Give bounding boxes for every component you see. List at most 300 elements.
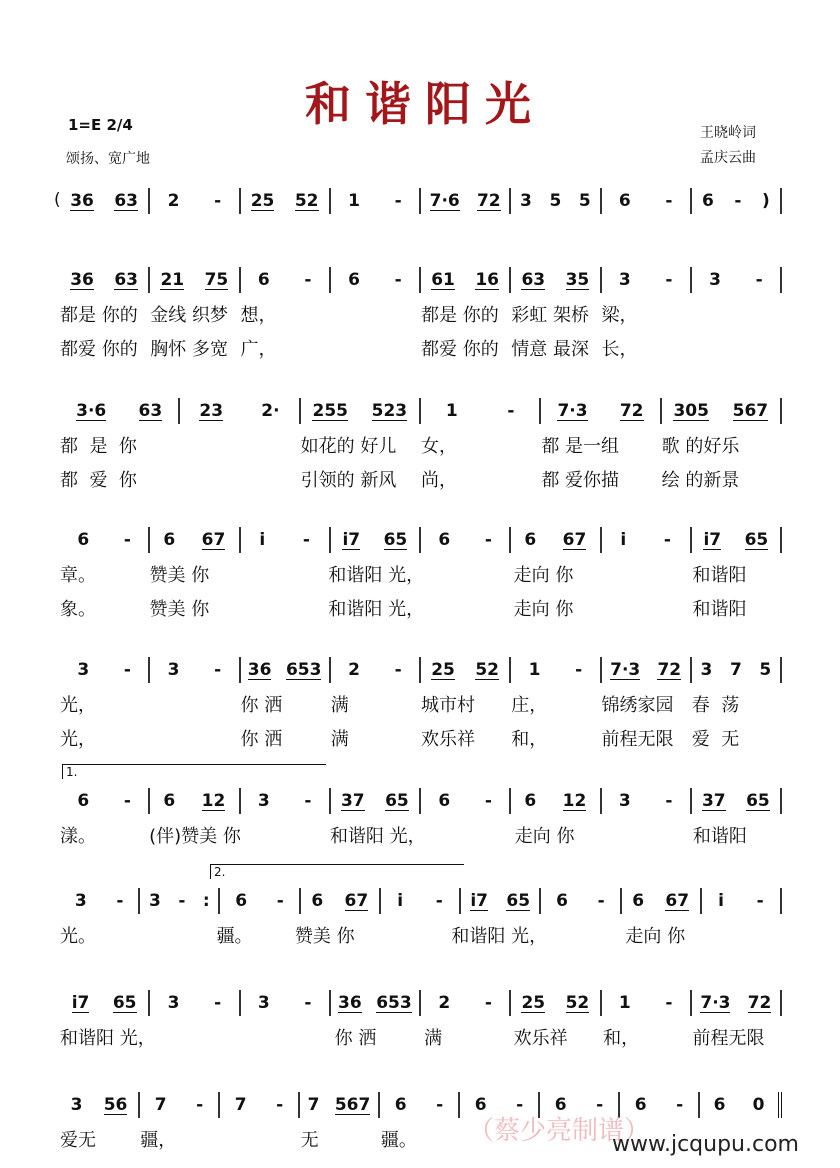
lyric-segment: 歌 的好乐: [661, 436, 740, 457]
measure: [702, 888, 782, 914]
lyric-segment: 你 洒: [334, 1028, 377, 1049]
note-group: -: [484, 530, 492, 550]
note-group: 67: [665, 890, 690, 911]
lyric-segment: [603, 561, 692, 589]
note-group: 63: [114, 190, 139, 211]
note-group: -: [394, 660, 402, 680]
score-row: [60, 765, 782, 850]
lyric-segment: [241, 822, 330, 850]
note-group: 305: [673, 400, 709, 421]
note-group: 6: [474, 1095, 487, 1115]
note-group: i7: [71, 992, 90, 1013]
lyric-segment: 光，: [60, 729, 96, 750]
lyric-segment: 女，: [420, 436, 457, 457]
note-group: 523: [371, 400, 408, 421]
note-group: -: [276, 1095, 284, 1115]
measure: [331, 788, 421, 814]
note-group: 6: [713, 1095, 726, 1115]
note-group: 65: [385, 790, 409, 811]
note-group: -: [394, 270, 402, 290]
score-row: [60, 988, 782, 1052]
notes-line: [60, 988, 782, 1018]
lyric-segment: 庄，: [511, 695, 548, 716]
lyrics-line: [60, 922, 782, 950]
note-group: 2: [348, 660, 360, 680]
note-group: -: [302, 530, 310, 550]
lyric-segment: 疆。: [216, 926, 253, 947]
lyric-segment: 爱无: [60, 1130, 96, 1151]
measure: [241, 657, 331, 683]
note-group: 7·3: [700, 992, 731, 1013]
score-row: [60, 525, 782, 623]
lyric-segment: [150, 725, 240, 753]
lyric-segment: 前程无限: [692, 1028, 765, 1049]
lyric-segment: 疆。: [380, 1130, 417, 1151]
note-group: 3: [77, 660, 90, 680]
lyric-segment: 无: [300, 1130, 319, 1151]
lyrics-line: [60, 561, 782, 589]
note-group: -: [304, 993, 312, 1013]
measure: [622, 888, 702, 914]
note-group: i: [620, 530, 627, 550]
lyric-segment: 你 洒: [240, 695, 283, 716]
note-group: -: [597, 891, 605, 911]
note-group: 6: [77, 791, 90, 811]
lyric-segment: 都是 你的: [60, 305, 138, 326]
note-group: 6: [438, 530, 451, 550]
note-group: 6: [438, 791, 451, 811]
note-group: 7: [154, 1095, 167, 1115]
measure: [381, 888, 461, 914]
lyrics-line: [60, 725, 782, 753]
lyric-segment: 都 是 你: [60, 436, 137, 457]
lyric-segment: [373, 922, 451, 950]
notes-line: [60, 1090, 782, 1120]
note-group: 37: [340, 790, 365, 811]
measure: [421, 188, 511, 214]
lyric-segment: 和谐阳 光，: [329, 826, 426, 847]
note-group: 25: [431, 659, 455, 680]
note-group: 61: [431, 269, 455, 290]
volta-bracket: 2.: [210, 864, 464, 879]
note-group: -: [123, 530, 131, 550]
notes-line: [60, 786, 782, 816]
note-group: -: [665, 191, 673, 211]
lyric-segment: 长，: [601, 339, 638, 360]
note-group: 6: [394, 1095, 407, 1115]
lyric-segment: 春 荡: [691, 695, 740, 716]
note-group: -: [596, 1095, 604, 1115]
measure: [511, 788, 601, 814]
note-group: -: [665, 270, 673, 290]
measure: [511, 188, 601, 214]
note-group: 3: [257, 791, 270, 811]
note-group: 1: [528, 660, 541, 680]
score-row: [60, 865, 782, 950]
note-group: 3: [700, 660, 713, 680]
note-group: -: [755, 270, 763, 290]
note-group: -: [123, 660, 131, 680]
measure: [331, 267, 421, 293]
lyric-segment: 光。: [60, 926, 96, 947]
measure: [60, 267, 150, 293]
note-group: 3: [618, 791, 631, 811]
note-group: 3: [167, 993, 180, 1013]
measure: [692, 527, 782, 553]
note-group: -: [196, 1095, 204, 1115]
score-row: [60, 396, 782, 494]
note-group: 5: [578, 191, 591, 211]
lyric-segment: 胸怀 多宽: [150, 339, 228, 360]
composer-credit: 孟庆云曲: [700, 150, 756, 166]
measure: [60, 788, 150, 814]
lyric-segment: 彩虹 架桥: [511, 305, 589, 326]
note-group: 6: [348, 270, 360, 290]
note-group: 63: [521, 269, 546, 290]
note-group: 67: [562, 529, 587, 550]
lyrics-line: [60, 466, 782, 494]
lyrics-line: [60, 1024, 782, 1052]
lyric-segment: (伴)赞美 你: [149, 826, 241, 847]
lyric-segment: [692, 335, 782, 363]
notes-line: [60, 265, 782, 295]
note-group: 5: [549, 191, 562, 211]
note-group: -: [214, 660, 222, 680]
note-group: -: [756, 891, 764, 911]
measure: [150, 527, 240, 553]
note-group: -: [665, 791, 673, 811]
note-group: 2: [438, 993, 451, 1013]
note-group: 3: [709, 270, 721, 290]
measure: [602, 788, 692, 814]
measure: [60, 527, 150, 553]
measure: [692, 267, 782, 293]
note-group: 7·6: [429, 190, 460, 211]
note-group: 36: [247, 659, 272, 680]
measure: [60, 398, 180, 424]
lyric-segment: [150, 691, 240, 719]
measure: [140, 1092, 220, 1118]
note-group: 6: [632, 891, 645, 911]
measure: [541, 888, 621, 914]
note-group: 653: [285, 659, 322, 680]
lyric-segment: 和，: [603, 1028, 640, 1049]
note-group: 7·3: [557, 400, 588, 421]
note-group: -: [178, 891, 186, 911]
site-url: www.jcqupu.com: [612, 1132, 799, 1157]
lyric-segment: 和谐阳 光，: [328, 599, 425, 620]
lyric-segment: 想，: [240, 305, 277, 326]
lyric-segment: 都爱 你的: [60, 339, 138, 360]
lyric-segment: 和，: [511, 729, 548, 750]
volta-bracket: 1.: [62, 764, 326, 779]
note-group: 6: [77, 530, 90, 550]
note-group: -: [436, 1095, 444, 1115]
measure: [60, 888, 140, 914]
note-group: 7: [729, 660, 742, 680]
lyric-segment: 和谐阳 光，: [451, 926, 548, 947]
note-group: 567: [732, 400, 769, 421]
lyric-segment: [220, 1126, 300, 1154]
measure: [241, 267, 331, 293]
measure: [692, 657, 782, 683]
note-group: -: [484, 791, 492, 811]
lyrics-line: [60, 822, 782, 850]
lyric-segment: 漾。: [60, 826, 96, 847]
lyric-segment: 走向 你: [513, 565, 574, 586]
lyric-segment: 章。: [60, 565, 96, 586]
note-group: 3·6: [76, 400, 107, 421]
note-group: i7: [703, 529, 722, 550]
note-group: 25: [521, 992, 546, 1013]
note-group: 72: [747, 992, 772, 1013]
note-group: ): [761, 191, 770, 211]
lyric-segment: [239, 595, 328, 623]
note-group: 7·3: [610, 659, 641, 680]
note-group: 6: [618, 191, 631, 211]
note-group: 65: [746, 790, 770, 811]
note-group: 653: [376, 992, 412, 1013]
lyrics-line: [60, 301, 782, 329]
note-group: 6: [163, 791, 176, 811]
measure: [150, 788, 240, 814]
note-group: -: [304, 270, 312, 290]
note-group: 3: [618, 270, 631, 290]
score-row: [60, 265, 782, 363]
note-group: -: [116, 891, 124, 911]
measure: [241, 527, 331, 553]
lyrics-line: [60, 335, 782, 363]
lyric-segment: 情意 最深: [511, 339, 589, 360]
lyricist-credit: 王晓岭词: [700, 125, 756, 141]
measure: [421, 788, 511, 814]
measure: [60, 657, 150, 683]
note-group: 56: [103, 1094, 128, 1115]
note-group: 6: [311, 891, 324, 911]
note-group: 72: [619, 400, 644, 421]
note-group: 75: [204, 269, 229, 290]
note-group: 6: [634, 1095, 647, 1115]
tempo-marking: 颂扬、宽广地: [66, 151, 150, 167]
note-group: 3: [167, 660, 180, 680]
measure: [180, 398, 300, 424]
note-group: 25: [250, 190, 275, 211]
measure: [421, 527, 511, 553]
measure: [300, 1092, 380, 1118]
key-signature: 1=E 2/4: [68, 116, 133, 134]
measure: [602, 990, 692, 1016]
measure: [150, 188, 240, 214]
score-row: [60, 655, 782, 753]
lyric-segment: 如花的 好儿: [300, 436, 397, 457]
note-group: -: [484, 993, 492, 1013]
lyric-segment: 城市村: [421, 695, 475, 716]
note-group: :: [202, 891, 210, 911]
note-group: -: [734, 191, 742, 211]
lyric-segment: 赞美 你: [149, 565, 210, 586]
note-group: 6: [524, 530, 537, 550]
lyric-segment: 都 爱你描: [541, 470, 620, 491]
lyric-segment: 欢乐祥: [421, 729, 475, 750]
note-group: 6: [235, 891, 248, 911]
lyric-segment: 赞美 你: [149, 599, 210, 620]
note-group: -: [214, 993, 222, 1013]
note-group: 63: [114, 269, 139, 290]
measure: [331, 527, 421, 553]
note-group: 36: [70, 269, 94, 290]
lyric-segment: 绘 的新景: [661, 470, 740, 491]
measure: [331, 188, 421, 214]
note-group: 7: [307, 1095, 320, 1115]
note-group: -: [123, 791, 131, 811]
notes-line: [60, 396, 782, 426]
lyric-segment: [180, 466, 300, 494]
note-group: 65: [744, 529, 769, 550]
lyric-segment: 都爱 你的: [421, 339, 499, 360]
measure: [60, 188, 150, 214]
lyric-segment: 欢乐祥: [513, 1028, 568, 1049]
note-group: 52: [475, 659, 500, 680]
lyric-segment: 前程无限: [601, 729, 674, 750]
lyric-segment: 赞美 你: [294, 926, 355, 947]
note-group: -: [304, 791, 312, 811]
note-group: 52: [565, 992, 590, 1013]
note-group: -: [276, 891, 284, 911]
measure: [150, 267, 240, 293]
measure: [241, 788, 331, 814]
measure: [421, 398, 541, 424]
lyric-segment: 象。: [60, 599, 96, 620]
lyric-segment: 锦绣家园: [601, 695, 674, 716]
lyric-segment: [692, 301, 782, 329]
song-title: 和谐阳光: [305, 77, 545, 131]
notes-line: [60, 186, 782, 216]
lyric-segment: 走向 你: [625, 926, 686, 947]
lyric-segment: 和谐阳 光，: [60, 1028, 156, 1049]
note-group: 6: [554, 1095, 567, 1115]
note-group: i7: [470, 890, 488, 911]
lyric-segment: [245, 1024, 334, 1052]
lyric-segment: 广，: [240, 339, 277, 360]
score-row: 36 63 2 - 25 52 1 - 7·6 72 3 5 5 6 - 6 - ) (: [60, 186, 782, 216]
lyrics-line: [60, 595, 782, 623]
lyric-segment: 和谐阳: [692, 565, 747, 586]
note-group: -: [516, 1095, 524, 1115]
note-group: 36: [338, 992, 362, 1013]
note-group: 3: [74, 891, 87, 911]
note-group: 6: [524, 791, 537, 811]
notes-line: [60, 525, 782, 555]
measure: [150, 657, 240, 683]
lyric-segment: 你 洒: [240, 729, 283, 750]
lyric-segment: [603, 595, 692, 623]
note-group: 3: [520, 191, 532, 211]
note-group: 6: [257, 270, 270, 290]
note-group: i: [397, 891, 404, 911]
note-group: -: [676, 1095, 684, 1115]
lyric-segment: 都 爱 你: [60, 470, 137, 491]
lyric-segment: 走向 你: [514, 826, 575, 847]
note-group: 1: [618, 993, 631, 1013]
note-group: i: [718, 891, 724, 911]
note-group: 0: [752, 1095, 765, 1115]
measure: [602, 527, 692, 553]
measure: [511, 657, 601, 683]
measure: [220, 1092, 300, 1118]
measure: [301, 398, 421, 424]
note-group: 35: [565, 269, 590, 290]
note-group: 7: [234, 1095, 247, 1115]
note-group: 1: [445, 401, 458, 421]
lyric-segment: [156, 1024, 245, 1052]
measure: [60, 990, 150, 1016]
measure: [511, 267, 601, 293]
note-group: -: [663, 530, 671, 550]
note-group: 21: [160, 269, 185, 290]
note-group: 2·: [261, 401, 280, 421]
lyric-segment: 尚，: [420, 470, 457, 491]
measure: [662, 398, 782, 424]
note-group: i7: [342, 529, 361, 550]
measure: [331, 657, 421, 683]
measure: [692, 990, 782, 1016]
note-group: -: [435, 891, 443, 911]
measure: [700, 1092, 782, 1118]
measure: [301, 888, 381, 914]
note-group: 3: [148, 891, 161, 911]
note-group: 63: [138, 400, 163, 421]
note-group: 2: [167, 191, 180, 211]
note-group: 3: [70, 1095, 83, 1115]
measure: [421, 990, 511, 1016]
lyric-segment: 满: [424, 1028, 443, 1049]
measure: [150, 990, 240, 1016]
note-group: 16: [475, 269, 500, 290]
note-group: 37: [701, 790, 726, 811]
note-group: 23: [199, 400, 224, 421]
lyric-segment: [424, 595, 513, 623]
measure: [220, 888, 300, 914]
measure: [380, 1092, 460, 1118]
note-group: 65: [383, 529, 408, 550]
note-group: 12: [201, 790, 226, 811]
note-group: 72: [476, 190, 501, 211]
note-group: 567: [334, 1094, 371, 1115]
measure: [241, 188, 331, 214]
measure: [421, 267, 511, 293]
measure: [692, 788, 782, 814]
lyric-segment: 走向 你: [513, 599, 574, 620]
lyric-segment: 和谐阳: [692, 826, 747, 847]
note-group: 6: [556, 891, 568, 911]
note-group: 72: [657, 659, 682, 680]
note-group: 65: [506, 890, 531, 911]
lyric-segment: [239, 561, 328, 589]
note-group: -: [665, 993, 673, 1013]
lyrics-line: [60, 432, 782, 460]
measure: [692, 188, 782, 214]
note-group: 6: [702, 191, 714, 211]
measure: [602, 267, 692, 293]
measure: [241, 990, 331, 1016]
measure: [140, 888, 220, 914]
note-group: -: [394, 191, 402, 211]
lyric-segment: 满: [330, 695, 349, 716]
measure: [511, 990, 601, 1016]
note-group: -: [507, 401, 515, 421]
note-group: 65: [112, 992, 137, 1013]
note-group: 36: [70, 190, 94, 211]
